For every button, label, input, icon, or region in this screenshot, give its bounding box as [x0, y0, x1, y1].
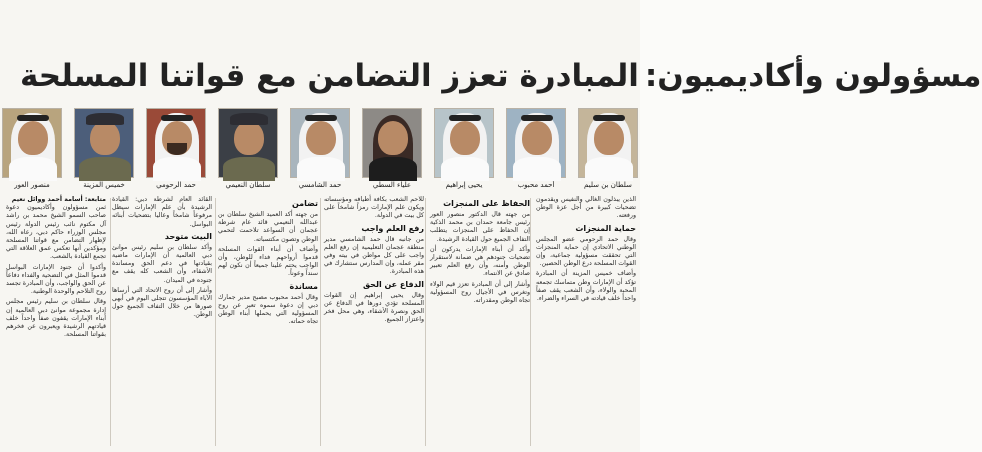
portrait [74, 108, 134, 204]
portrait-photo [434, 108, 494, 178]
paragraph: وقال سلطان بن سليم رئيس مجلس إدارة مجموعة موانئ دبي العالمية إن أبناء الإمارات يقفون صفاً واحداً خلف قيادتهم الرشيدة ويعبرون عن فخرهم بقواتنا المسلحة. [6, 298, 106, 339]
portrait-photo [218, 108, 278, 178]
paragraph: من جانبه قال حمد الشامسي مدير منطقة عجمان التعليمية إن رفع العلم واجب على كل مواطن في بيته وفي مقر عمله، وإن المدارس ستشارك في هذه المبادرة. [324, 235, 424, 276]
headline-prefix: مسؤولون وأكاديميون: [644, 58, 982, 94]
portrait-photo [74, 108, 134, 178]
paragraph: وأضاف خميس المزينة أن المبادرة تؤكد أن الإمارات وطن متماسك تجمعه المحبة والولاء، وأن الشعب يقف صفاً واحداً خلف قيادته في السراء والضراء. [536, 270, 636, 303]
article-body [6, 196, 636, 448]
paragraph: وأضاف أن أبناء القوات المسلحة قدموا أرواحهم فداء للوطن، وأن الواجب يحتم علينا جميعاً أن نكون لهم سنداً وعوناً. [218, 245, 318, 278]
subheading: حماية المنجزات [575, 223, 636, 233]
headline [20, 48, 982, 104]
portrait [290, 108, 350, 204]
portrait-photo [146, 108, 206, 178]
subheading: تضامن [291, 199, 318, 208]
paragraph: للاحم الشعب بكافة أطيافه ومؤسساته ويكون علم الإمارات رمزاً شامخاً على كل بيت في الدولة. [324, 196, 424, 220]
paragraph: القائد العام لشرطة دبي: القيادة الرشيدة بأن علم الإمارات سيظل مرفوعاً شامخاً وعاليا بتضحيات أبنائه البواسل. [112, 196, 212, 228]
text-column [112, 196, 212, 448]
byline: متابعة: أسامة أحمد ووائل نعيم [11, 196, 106, 203]
portrait-row [2, 108, 638, 204]
portrait-caption: سلطان النعيمي [225, 181, 271, 189]
portrait-caption: يحيى إبراهيم [445, 181, 483, 189]
paragraph: ثمن مسؤولون وأكاديميون دعوة صاحب السمو الشيخ محمد بن راشد آل مكتوم نائب رئيس الدولة رئيس مجلس الوزراء حاكم دبي، رعاه الله، لإظهار التضامن مع قواتنا المسلحة ومؤكدين أنها تعكس عمق العلاقة التي تجمع القيادة بالشعب. [6, 204, 106, 261]
subheading: مساندة [289, 281, 318, 291]
portrait-photo [2, 108, 62, 178]
text-column [6, 196, 106, 448]
portrait [146, 108, 206, 204]
portrait-caption: خميس المزينة [83, 181, 125, 189]
paragraph: وقال أحمد محبوب مصبح مدير جمارك دبي إن دعوة سموه تعبر عن روح المسؤولية التي يحملها أبناء الوطن تجاه حماته. [218, 293, 318, 326]
subheading: رفع العلم واجب [361, 223, 424, 233]
paragraph: الذين يبذلون الغالي والنفيس ويقدمون تضحيات كبيرة من أجل عزة الوطن ورفعته. [536, 196, 636, 220]
portrait-photo [362, 108, 422, 178]
portrait-caption: حمد الرحومي [156, 181, 196, 189]
portrait-caption: حمد الشامسي [298, 181, 342, 189]
portrait-photo [506, 108, 566, 178]
text-column [324, 196, 424, 448]
text-column [430, 196, 530, 448]
paragraph: وقال حمد الرحومي عضو المجلس الوطني الاتحادي إن حماية المنجزات التي تحققت مسؤولية جماعية، وإن القوات المسلحة درع الوطن الحصين. [536, 235, 636, 268]
text-column [218, 196, 318, 448]
paragraph: وأكد سلطان بن سليم رئيس موانئ دبي العالمية أن الإمارات ماضية بقيادتها في دعم الحق ومساندة الأشقاء، وأن الشعب كله يقف مع جنوده في الميدان. [112, 243, 212, 284]
paragraph: وأكدوا أن جنود الإمارات البواسل قدموا المثل في التضحية والفداء دفاعاً عن الحق والواجب، وأن المبادرة تجسد روح التلاحم والوحدة الوطنية. [6, 263, 106, 296]
paragraph: من جهته أكد العميد الشيخ سلطان بن عبدالله النعيمي قائد عام شرطة عجمان أن السواعد تلاحمت لتحمي الوطن وتصون مكتسباته. [218, 211, 318, 243]
portrait [578, 108, 638, 204]
portrait-caption: علياء السطي [372, 181, 412, 189]
portrait [2, 108, 62, 204]
paragraph: وأشار إلى أن روح الاتحاد التي أرساها الآباء المؤسسون تتجلى اليوم في أبهى صورها من خلال التفاف الجميع حول الوطن. [112, 286, 212, 319]
portrait [434, 108, 494, 204]
portrait-caption: سلطان بن سليم [584, 181, 632, 189]
subheading: الحفاظ على المنجزات [443, 199, 530, 208]
portrait-photo [578, 108, 638, 178]
portrait [362, 108, 422, 204]
portrait-caption: أحمد محبوب [517, 181, 555, 189]
subheading: الدفاع عن الحق [362, 279, 424, 289]
portrait-caption: منصور العور [14, 181, 50, 189]
portrait-photo [290, 108, 350, 178]
paragraph: وأشار إلى أن المبادرة تعزز قيم الولاء وتغرس في الأجيال روح المسؤولية تجاه الوطن ومقدراته. [430, 280, 530, 305]
subheading: البيت متوحد [164, 231, 212, 241]
text-column [536, 196, 636, 448]
portrait [506, 108, 566, 204]
paragraph: وأكد أن أبناء الإمارات يدركون أن تضحيات جنودهم هي ضمانة لاستقرار الوطن وأمنه، وأن رفع العلم تعبير صادق عن الانتماء. [430, 245, 530, 278]
headline-main: المبادرة تعزز التضامن مع قواتنا المسلحة [20, 58, 639, 94]
paragraph: وقال يحيى إبراهيم إن القوات المسلحة تؤدي دورها في الدفاع عن الحق ونصرة الأشقاء، وهي محل فخر واعتزاز الجميع. [324, 291, 424, 324]
portrait [218, 108, 278, 204]
paragraph: من جهته قال الدكتور منصور العور رئيس جامعة حمدان بن محمد الذكية إن الحفاظ على المنجزات يتطلب التفاف الجميع حول القيادة الرشيدة. [430, 211, 530, 243]
